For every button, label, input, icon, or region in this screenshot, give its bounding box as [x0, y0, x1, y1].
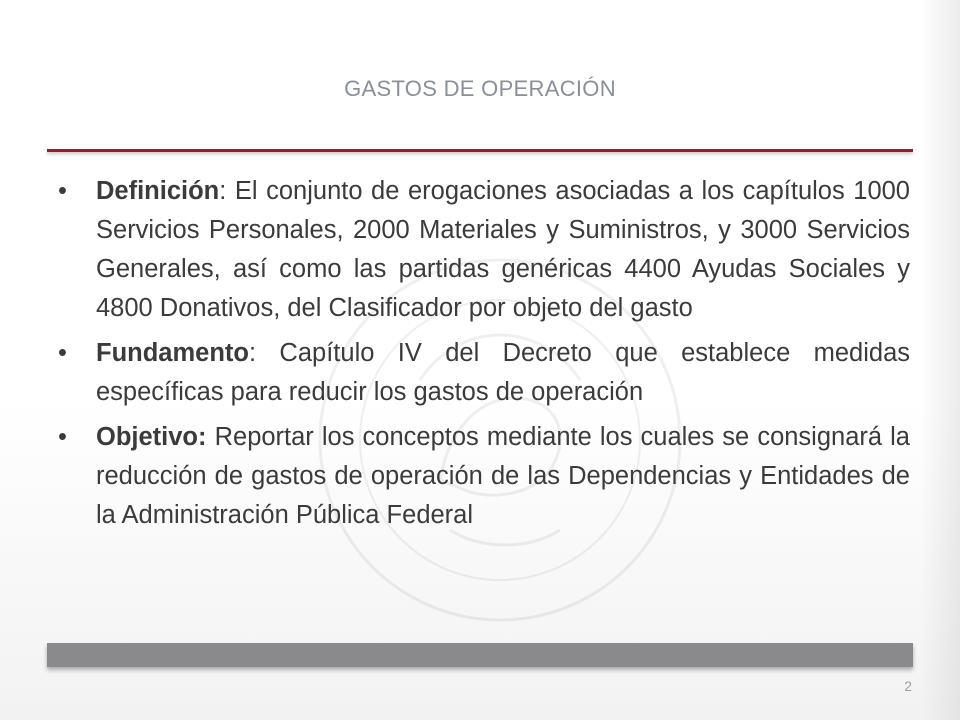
page-number: 2 — [904, 678, 912, 694]
bullet-text: : Capítulo IV del Decreto que establece medidas específicas para reducir los gastos de operación — [96, 339, 910, 406]
footer-bar — [47, 643, 913, 667]
bullet-definicion — [58, 172, 910, 328]
bullet-list — [58, 172, 910, 541]
bullet-text: Reportar los conceptos mediante los cuales se consignará la reducción de gastos de operación de las Dependencias y Entidades de la Administración Pública Federal — [96, 423, 910, 529]
bullet-dot-icon: • — [58, 177, 67, 205]
bullet-term: Fundamento — [96, 339, 249, 367]
bullet-text: : El conjunto de erogaciones asociadas a los capítulos 1000 Servicios Personales, 2000 Materiales y Suministros, y 3000 Servicios Generales, así como las partidas genéricas 4400 Ayudas Sociales y 4800 Donativos, del Clasificador por objeto del gasto — [96, 177, 910, 322]
bullet-objetivo — [58, 418, 910, 535]
bullet-fundamento — [58, 334, 910, 412]
slide-edge-shade — [920, 0, 960, 720]
title-divider — [47, 149, 913, 152]
bullet-term: Objetivo: — [96, 423, 207, 451]
bullet-term: Definición — [96, 177, 220, 205]
bullet-dot-icon: • — [58, 423, 67, 451]
bullet-dot-icon: • — [58, 339, 67, 367]
slide-title: GASTOS DE OPERACIÓN — [344, 76, 616, 101]
